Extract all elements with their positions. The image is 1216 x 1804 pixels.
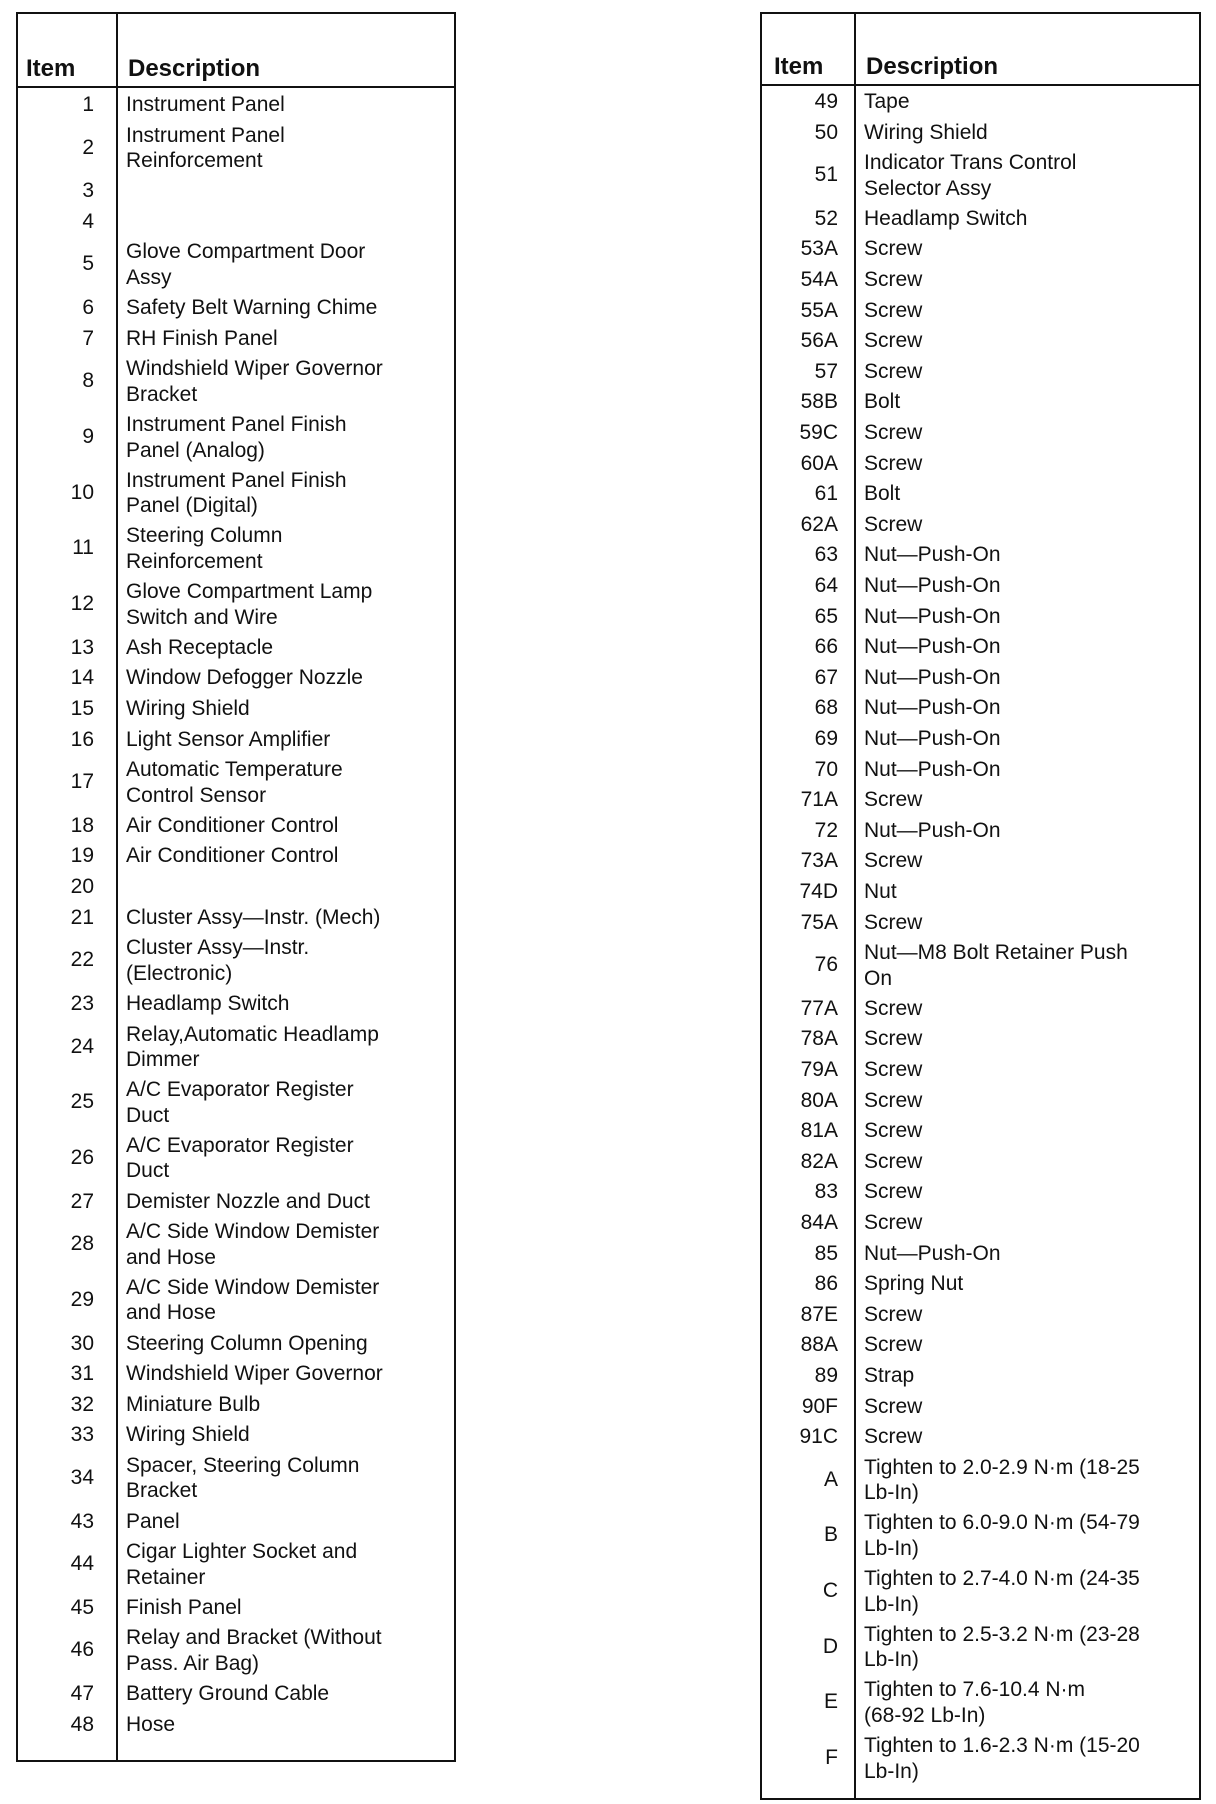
item-description: Screw bbox=[864, 1302, 923, 1326]
item-description: Wiring Shield bbox=[864, 120, 988, 144]
table-row bbox=[18, 579, 454, 635]
item-description: Air Conditioner Control bbox=[126, 844, 339, 868]
table-row bbox=[762, 89, 1199, 120]
item-description: Screw bbox=[864, 1149, 923, 1173]
table-row bbox=[762, 542, 1199, 573]
item-description: Cluster Assy—Instr. (Electronic) bbox=[126, 936, 310, 985]
item-number: 3 bbox=[82, 179, 94, 203]
table-row bbox=[762, 328, 1199, 359]
item-description: Cigar Lighter Socket and Retainer bbox=[126, 1540, 358, 1589]
table-row bbox=[762, 359, 1199, 390]
item-number: 81A bbox=[800, 1119, 838, 1143]
table-row bbox=[762, 1566, 1199, 1622]
item-number: 21 bbox=[70, 905, 94, 929]
item-description: RH Finish Panel bbox=[126, 326, 278, 350]
item-number: 25 bbox=[70, 1090, 94, 1114]
item-description: Nut—Push-On bbox=[864, 543, 1001, 567]
item-description: Nut—Push-On bbox=[864, 696, 1001, 720]
table-row bbox=[762, 1088, 1199, 1119]
item-number: 50 bbox=[814, 120, 838, 144]
item-description: Screw bbox=[864, 329, 923, 353]
item-number: 4 bbox=[82, 209, 94, 233]
table-row bbox=[762, 236, 1199, 267]
item-number: 54A bbox=[800, 268, 838, 292]
item-number: 59C bbox=[799, 421, 838, 445]
table-row bbox=[762, 120, 1199, 151]
table-row bbox=[762, 910, 1199, 941]
table-row bbox=[18, 1539, 454, 1595]
table-row bbox=[18, 1189, 454, 1220]
item-description: A/C Side Window Demister and Hose bbox=[126, 1275, 380, 1325]
item-description: Wiring Shield bbox=[126, 1423, 250, 1447]
item-description: Spring Nut bbox=[864, 1272, 964, 1296]
item-description: Panel bbox=[126, 1509, 180, 1533]
item-number: 70 bbox=[814, 757, 838, 781]
table-row bbox=[18, 295, 454, 326]
table-row bbox=[762, 389, 1199, 420]
item-number: 78A bbox=[800, 1027, 838, 1051]
table-header bbox=[762, 14, 1199, 86]
table-row bbox=[18, 635, 454, 666]
item-description: Steering Column Reinforcement bbox=[126, 524, 283, 573]
item-description: Automatic Temperature Control Sensor bbox=[126, 758, 343, 807]
table-row bbox=[18, 123, 454, 179]
table-row bbox=[762, 940, 1199, 996]
item-description: Finish Panel bbox=[126, 1595, 242, 1619]
item-description: Headlamp Switch bbox=[864, 206, 1028, 230]
item-number: 51 bbox=[814, 163, 838, 187]
item-number: 14 bbox=[70, 666, 94, 690]
item-number: 9 bbox=[82, 425, 94, 449]
item-description: Light Sensor Amplifier bbox=[126, 727, 331, 751]
table-row bbox=[18, 1625, 454, 1681]
item-description: Tighten to 2.7-4.0 N·m (24-35 Lb-In) bbox=[864, 1567, 1140, 1616]
item-number: 46 bbox=[70, 1638, 94, 1662]
item-number: 11 bbox=[72, 536, 94, 560]
item-description: Tape bbox=[864, 90, 910, 113]
item-number: 24 bbox=[70, 1034, 94, 1058]
item-description: Nut—Push-On bbox=[864, 757, 1001, 781]
table-row bbox=[18, 178, 454, 209]
left-table-rows bbox=[18, 92, 454, 1742]
item-column-header: Item bbox=[774, 53, 824, 80]
item-number: 71A bbox=[800, 788, 838, 812]
item-number: A bbox=[823, 1467, 838, 1491]
item-number: 26 bbox=[70, 1145, 94, 1169]
table-row bbox=[762, 1179, 1199, 1210]
item-description: Screw bbox=[864, 1210, 923, 1234]
table-row bbox=[18, 468, 454, 524]
table-row bbox=[762, 512, 1199, 543]
item-description: Headlamp Switch bbox=[126, 991, 290, 1015]
item-description: Screw bbox=[864, 359, 923, 383]
table-row bbox=[762, 1271, 1199, 1302]
item-number: 56A bbox=[800, 329, 838, 353]
item-number: 84A bbox=[800, 1210, 838, 1234]
item-number: 79A bbox=[800, 1058, 838, 1081]
table-row bbox=[18, 991, 454, 1022]
item-number: 73A bbox=[800, 849, 838, 873]
item-description: Bolt bbox=[864, 482, 901, 506]
item-description: Screw bbox=[864, 512, 923, 536]
item-number: 45 bbox=[70, 1595, 94, 1619]
item-description: Screw bbox=[864, 1088, 923, 1112]
item-description: Screw bbox=[864, 1027, 923, 1051]
item-description: Strap bbox=[864, 1363, 915, 1387]
item-number: 48 bbox=[70, 1712, 94, 1736]
table-row bbox=[18, 1681, 454, 1712]
table-row bbox=[18, 874, 454, 905]
item-number: 87E bbox=[800, 1302, 838, 1326]
item-number: 77A bbox=[800, 996, 838, 1020]
item-description: Miniature Bulb bbox=[126, 1392, 261, 1416]
item-number: 33 bbox=[70, 1423, 94, 1447]
item-number: 43 bbox=[70, 1509, 94, 1533]
item-description: Nut—Push-On bbox=[864, 818, 1001, 842]
table-row bbox=[762, 1026, 1199, 1057]
table-row bbox=[18, 665, 454, 696]
table-row bbox=[18, 905, 454, 936]
item-number: 64 bbox=[814, 574, 838, 597]
item-description: Screw bbox=[864, 237, 923, 261]
table-row bbox=[762, 695, 1199, 726]
table-row bbox=[18, 727, 454, 758]
item-number: 30 bbox=[70, 1331, 94, 1355]
table-row bbox=[18, 1219, 454, 1275]
item-description: Windshield Wiper Governor Bracket bbox=[126, 357, 383, 406]
item-description: A/C Evaporator Register Duct bbox=[126, 1133, 354, 1183]
item-number: 62A bbox=[800, 512, 838, 536]
item-number: 75A bbox=[800, 910, 838, 934]
item-number: 89 bbox=[814, 1363, 838, 1387]
item-description: Screw bbox=[864, 1119, 923, 1143]
item-number: 22 bbox=[70, 948, 94, 972]
table-row bbox=[18, 1022, 454, 1078]
item-number: 74D bbox=[799, 879, 838, 903]
table-row bbox=[762, 1241, 1199, 1272]
item-number: 13 bbox=[70, 635, 94, 659]
table-row bbox=[762, 481, 1199, 512]
item-description: Bolt bbox=[864, 390, 901, 414]
item-number: 49 bbox=[814, 90, 838, 113]
table-row bbox=[762, 604, 1199, 635]
item-description: Wiring Shield bbox=[126, 696, 250, 720]
item-description: Screw bbox=[864, 451, 923, 475]
item-description: Glove Compartment Lamp Switch and Wire bbox=[126, 580, 373, 629]
item-description: Nut—Push-On bbox=[864, 635, 1001, 659]
item-description: Screw bbox=[864, 268, 923, 292]
item-number: 10 bbox=[70, 480, 94, 504]
item-description: Battery Ground Cable bbox=[126, 1682, 330, 1706]
item-description: A/C Evaporator Register Duct bbox=[126, 1078, 354, 1127]
item-description: Nut bbox=[864, 879, 897, 903]
table-row bbox=[18, 523, 454, 579]
table-row bbox=[18, 935, 454, 991]
item-description: Tighten to 7.6-10.4 N·m (68-92 Lb-In) bbox=[864, 1678, 1085, 1727]
item-description: Instrument Panel bbox=[126, 93, 285, 116]
item-number: 65 bbox=[814, 604, 838, 628]
item-number: 60A bbox=[800, 451, 838, 475]
item-number: 1 bbox=[82, 93, 94, 116]
item-description: Relay,Automatic Headlamp Dimmer bbox=[126, 1022, 379, 1071]
item-number: 27 bbox=[70, 1189, 94, 1213]
table-row bbox=[762, 206, 1199, 237]
item-number: 28 bbox=[70, 1232, 94, 1256]
table-row bbox=[762, 726, 1199, 757]
item-description: Screw bbox=[864, 298, 923, 322]
item-number: 86 bbox=[814, 1272, 838, 1296]
table-row bbox=[762, 1394, 1199, 1425]
table-row bbox=[18, 92, 454, 123]
item-number: 47 bbox=[70, 1682, 94, 1706]
item-number: 23 bbox=[70, 991, 94, 1015]
table-row bbox=[18, 1077, 454, 1133]
item-description: Glove Compartment Door Assy bbox=[126, 240, 366, 289]
table-row bbox=[762, 1149, 1199, 1180]
item-description: Nut—Push-On bbox=[864, 604, 1001, 628]
table-row bbox=[18, 239, 454, 295]
item-description: Screw bbox=[864, 1333, 923, 1357]
item-description: Screw bbox=[864, 910, 923, 934]
item-number: 61 bbox=[814, 482, 838, 506]
item-number: 17 bbox=[70, 770, 94, 794]
item-number: 53A bbox=[800, 237, 838, 261]
item-description: Indicator Trans Control Selector Assy bbox=[864, 151, 1077, 200]
table-row bbox=[18, 1509, 454, 1540]
table-row bbox=[762, 1302, 1199, 1333]
table-row bbox=[18, 1422, 454, 1453]
table-row bbox=[18, 1361, 454, 1392]
table-row bbox=[762, 665, 1199, 696]
table-row bbox=[762, 420, 1199, 451]
item-description: Screw bbox=[864, 1394, 923, 1418]
table-row bbox=[18, 1392, 454, 1423]
item-number: 32 bbox=[70, 1392, 94, 1416]
item-description: Screw bbox=[864, 849, 923, 873]
table-row bbox=[18, 757, 454, 813]
item-description: Tighten to 6.0-9.0 N·m (54-79 Lb-In) bbox=[864, 1511, 1140, 1560]
item-number: B bbox=[823, 1523, 838, 1547]
table-row bbox=[762, 267, 1199, 298]
item-number: 2 bbox=[82, 135, 94, 159]
item-number: E bbox=[823, 1690, 838, 1714]
table-row bbox=[762, 787, 1199, 818]
item-description: Screw bbox=[864, 788, 923, 812]
description-column-header: Description bbox=[128, 55, 261, 82]
item-number: 85 bbox=[814, 1241, 838, 1265]
item-number: 7 bbox=[82, 326, 94, 350]
item-description: Tighten to 1.6-2.3 N·m (15-20 Lb-In) bbox=[864, 1734, 1140, 1783]
table-row bbox=[762, 1332, 1199, 1363]
table-row bbox=[762, 573, 1199, 604]
table-row bbox=[762, 451, 1199, 482]
item-description: Screw bbox=[864, 1058, 923, 1081]
item-description: Hose bbox=[126, 1712, 176, 1736]
item-description: A/C Side Window Demister and Hose bbox=[126, 1220, 380, 1269]
table-row bbox=[762, 298, 1199, 329]
left-parts-table bbox=[16, 12, 456, 1762]
table-row bbox=[18, 1453, 454, 1509]
item-number: 83 bbox=[814, 1180, 838, 1204]
item-description: Air Conditioner Control bbox=[126, 813, 339, 837]
table-row bbox=[762, 1210, 1199, 1241]
table-row bbox=[762, 1733, 1199, 1789]
table-row bbox=[762, 757, 1199, 788]
table-row bbox=[762, 634, 1199, 665]
item-description: Tighten to 2.5-3.2 N·m (23-28 Lb-In) bbox=[864, 1622, 1140, 1672]
table-row bbox=[18, 412, 454, 468]
item-description: Demister Nozzle and Duct bbox=[126, 1189, 370, 1213]
item-description: Nut—M8 Bolt Retainer Push On bbox=[864, 941, 1128, 990]
table-row bbox=[762, 996, 1199, 1027]
item-number: F bbox=[825, 1746, 838, 1770]
item-description: Nut—Push-On bbox=[864, 1241, 1001, 1265]
table-row bbox=[762, 879, 1199, 910]
item-description: Screw bbox=[864, 996, 923, 1020]
item-description: Nut—Push-On bbox=[864, 574, 1001, 597]
table-row bbox=[762, 1363, 1199, 1394]
item-description: Ash Receptacle bbox=[126, 635, 274, 659]
table-row bbox=[762, 848, 1199, 879]
item-number: 69 bbox=[814, 726, 838, 750]
item-number: C bbox=[822, 1579, 838, 1603]
table-row bbox=[762, 1677, 1199, 1733]
description-column-header: Description bbox=[866, 53, 999, 80]
item-number: 19 bbox=[70, 844, 94, 868]
item-number: 66 bbox=[814, 635, 838, 659]
item-number: 44 bbox=[70, 1552, 94, 1576]
table-row bbox=[18, 1331, 454, 1362]
table-row bbox=[762, 1455, 1199, 1511]
right-parts-table bbox=[760, 12, 1201, 1800]
item-number: D bbox=[822, 1634, 838, 1658]
item-description: Instrument Panel Finish Panel (Digital) bbox=[126, 468, 347, 518]
item-description: Cluster Assy—Instr. (Mech) bbox=[126, 905, 381, 929]
item-number: 90F bbox=[801, 1394, 838, 1418]
item-number: 12 bbox=[70, 592, 94, 616]
table-row bbox=[18, 1712, 454, 1743]
item-description: Window Defogger Nozzle bbox=[126, 666, 363, 690]
table-row bbox=[762, 1118, 1199, 1149]
table-row bbox=[762, 818, 1199, 849]
item-description: Instrument Panel Reinforcement bbox=[126, 123, 285, 173]
item-number: 16 bbox=[70, 727, 94, 751]
item-description: Screw bbox=[864, 421, 923, 445]
item-number: 20 bbox=[70, 875, 94, 899]
table-row bbox=[18, 696, 454, 727]
item-number: 55A bbox=[800, 298, 838, 322]
item-number: 91C bbox=[799, 1425, 838, 1449]
table-row bbox=[18, 1133, 454, 1189]
item-number: 34 bbox=[70, 1465, 94, 1489]
right-table-rows bbox=[762, 89, 1199, 1789]
item-number: 29 bbox=[70, 1287, 94, 1311]
item-description: Steering Column Opening bbox=[126, 1331, 368, 1355]
item-number: 88A bbox=[800, 1333, 838, 1357]
item-number: 5 bbox=[82, 252, 94, 276]
item-number: 6 bbox=[82, 296, 94, 320]
table-header bbox=[18, 14, 454, 88]
item-description: Screw bbox=[864, 1180, 923, 1204]
table-row bbox=[18, 813, 454, 844]
item-number: 68 bbox=[814, 696, 838, 720]
item-description: Safety Belt Warning Chime bbox=[126, 296, 378, 320]
item-number: 52 bbox=[814, 206, 838, 230]
item-number: 57 bbox=[814, 359, 838, 383]
table-row bbox=[18, 356, 454, 412]
item-number: 58B bbox=[800, 390, 838, 414]
table-row bbox=[18, 1275, 454, 1331]
table-row bbox=[18, 209, 454, 240]
item-description: Relay and Bracket (Without Pass. Air Bag) bbox=[126, 1626, 382, 1675]
item-description: Screw bbox=[864, 1425, 923, 1449]
table-row bbox=[18, 843, 454, 874]
item-number: 8 bbox=[82, 369, 94, 393]
table-row bbox=[18, 326, 454, 357]
item-column-header: Item bbox=[26, 55, 76, 82]
item-description: Tighten to 2.0-2.9 N·m (18-25 Lb-In) bbox=[864, 1455, 1140, 1505]
table-row bbox=[762, 1057, 1199, 1088]
item-number: 15 bbox=[70, 696, 94, 720]
item-description: Instrument Panel Finish Panel (Analog) bbox=[126, 413, 347, 462]
item-number: 18 bbox=[70, 813, 94, 837]
item-description: Spacer, Steering Column Bracket bbox=[126, 1453, 360, 1503]
item-number: 72 bbox=[814, 818, 838, 842]
item-number: 80A bbox=[800, 1088, 838, 1112]
table-row bbox=[762, 1510, 1199, 1566]
table-row bbox=[762, 150, 1199, 206]
table-row bbox=[762, 1622, 1199, 1678]
item-description: Windshield Wiper Governor bbox=[126, 1362, 383, 1386]
table-row bbox=[762, 1424, 1199, 1455]
item-number: 63 bbox=[814, 543, 838, 567]
item-number: 67 bbox=[814, 665, 838, 689]
item-number: 76 bbox=[814, 953, 838, 977]
table-row bbox=[18, 1595, 454, 1626]
item-description: Nut—Push-On bbox=[864, 665, 1001, 689]
item-description: Nut—Push-On bbox=[864, 726, 1001, 750]
item-number: 31 bbox=[70, 1362, 94, 1386]
item-number: 82A bbox=[800, 1149, 838, 1173]
